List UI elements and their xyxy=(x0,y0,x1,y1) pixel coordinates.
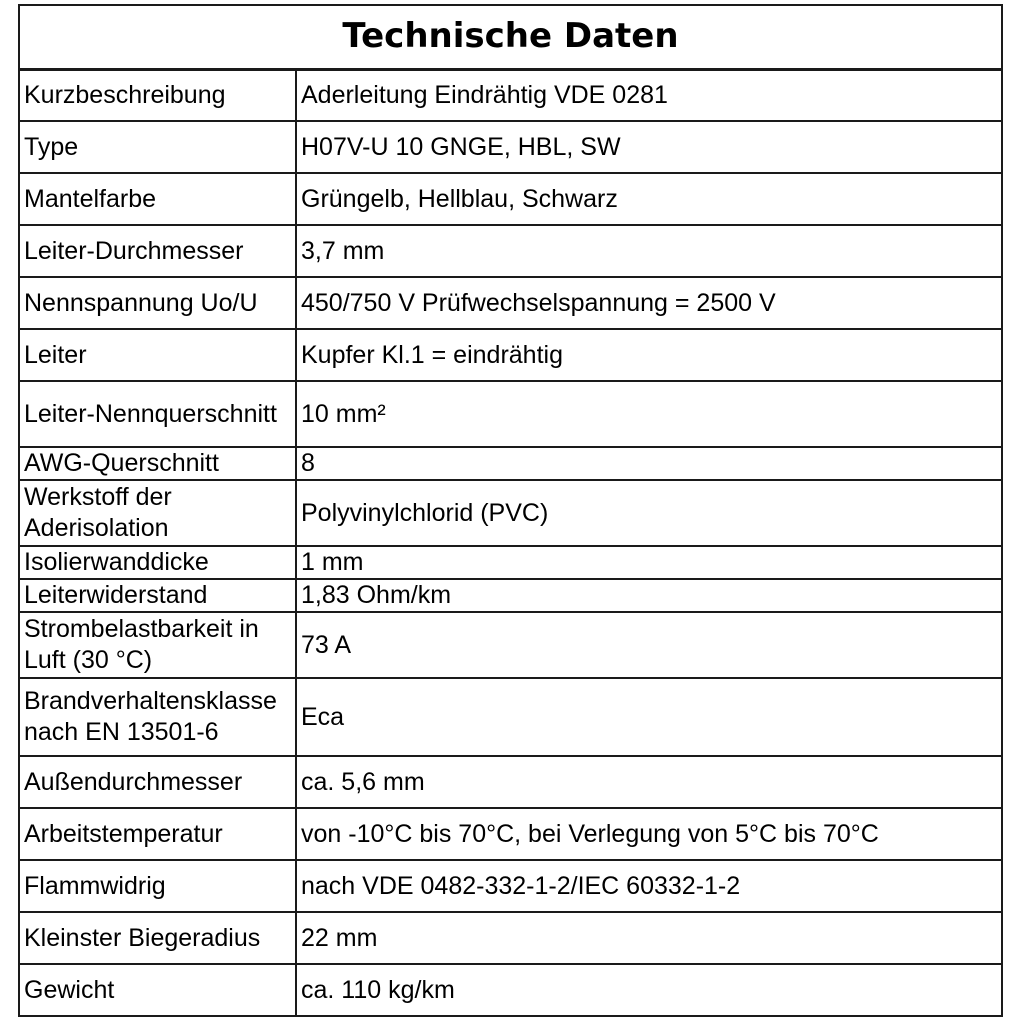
table-row xyxy=(19,381,1002,447)
table-row xyxy=(19,964,1002,1016)
row-value: 3,7 mm xyxy=(296,225,1002,277)
table-row xyxy=(19,277,1002,329)
row-value: Grüngelb, Hellblau, Schwarz xyxy=(296,173,1002,225)
row-label: Mantelfarbe xyxy=(19,173,296,225)
technical-data-table xyxy=(18,4,1003,1017)
row-label: Leiterwiderstand xyxy=(19,579,296,612)
row-value: 1 mm xyxy=(296,546,1002,579)
row-label: Brandverhaltensklasse nach EN 13501-6 xyxy=(19,678,296,756)
row-value: nach VDE 0482-332-1-2/IEC 60332-1-2 xyxy=(296,860,1002,912)
row-value: 73 A xyxy=(296,612,1002,678)
table-title: Technische Daten xyxy=(19,5,1002,69)
row-label: Leiter xyxy=(19,329,296,381)
table-row xyxy=(19,546,1002,579)
table-title-row xyxy=(19,5,1002,69)
table-row xyxy=(19,612,1002,678)
row-label: Werkstoff der Aderisolation xyxy=(19,480,296,546)
table-row xyxy=(19,678,1002,756)
row-value: von -10°C bis 70°C, bei Verlegung von 5°C bis 70°C xyxy=(296,808,1002,860)
row-value: ca. 110 kg/km xyxy=(296,964,1002,1016)
row-label: AWG-Querschnitt xyxy=(19,447,296,480)
row-label: Type xyxy=(19,121,296,173)
row-value: 10 mm² xyxy=(296,381,1002,447)
table-row xyxy=(19,756,1002,808)
table-row xyxy=(19,329,1002,381)
row-label: Nennspannung Uo/U xyxy=(19,277,296,329)
row-value: Kupfer Kl.1 = eindrähtig xyxy=(296,329,1002,381)
row-value: 1,83 Ohm/km xyxy=(296,579,1002,612)
row-label: Außendurchmesser xyxy=(19,756,296,808)
row-label: Arbeitstemperatur xyxy=(19,808,296,860)
row-label: Flammwidrig xyxy=(19,860,296,912)
row-label: Kurzbeschreibung xyxy=(19,69,296,121)
row-label: Kleinster Biegeradius xyxy=(19,912,296,964)
row-value: H07V-U 10 GNGE, HBL, SW xyxy=(296,121,1002,173)
table-row xyxy=(19,173,1002,225)
row-value: 450/750 V Prüfwechselspannung = 2500 V xyxy=(296,277,1002,329)
row-label: Gewicht xyxy=(19,964,296,1016)
row-value: 8 xyxy=(296,447,1002,480)
row-label: Leiter-Durchmesser xyxy=(19,225,296,277)
row-value: 22 mm xyxy=(296,912,1002,964)
row-label: Leiter-Nennquerschnitt xyxy=(19,381,296,447)
table-row xyxy=(19,225,1002,277)
row-label: Strombelastbarkeit in Luft (30 °C) xyxy=(19,612,296,678)
row-value: ca. 5,6 mm xyxy=(296,756,1002,808)
table-row xyxy=(19,69,1002,121)
row-value: Eca xyxy=(296,678,1002,756)
table-row xyxy=(19,808,1002,860)
table-row xyxy=(19,912,1002,964)
table-row xyxy=(19,579,1002,612)
row-value: Polyvinylchlorid (PVC) xyxy=(296,480,1002,546)
table-row xyxy=(19,121,1002,173)
table-row xyxy=(19,447,1002,480)
row-value: Aderleitung Eindrähtig VDE 0281 xyxy=(296,69,1002,121)
row-label: Isolierwanddicke xyxy=(19,546,296,579)
table-row xyxy=(19,480,1002,546)
table-row xyxy=(19,860,1002,912)
